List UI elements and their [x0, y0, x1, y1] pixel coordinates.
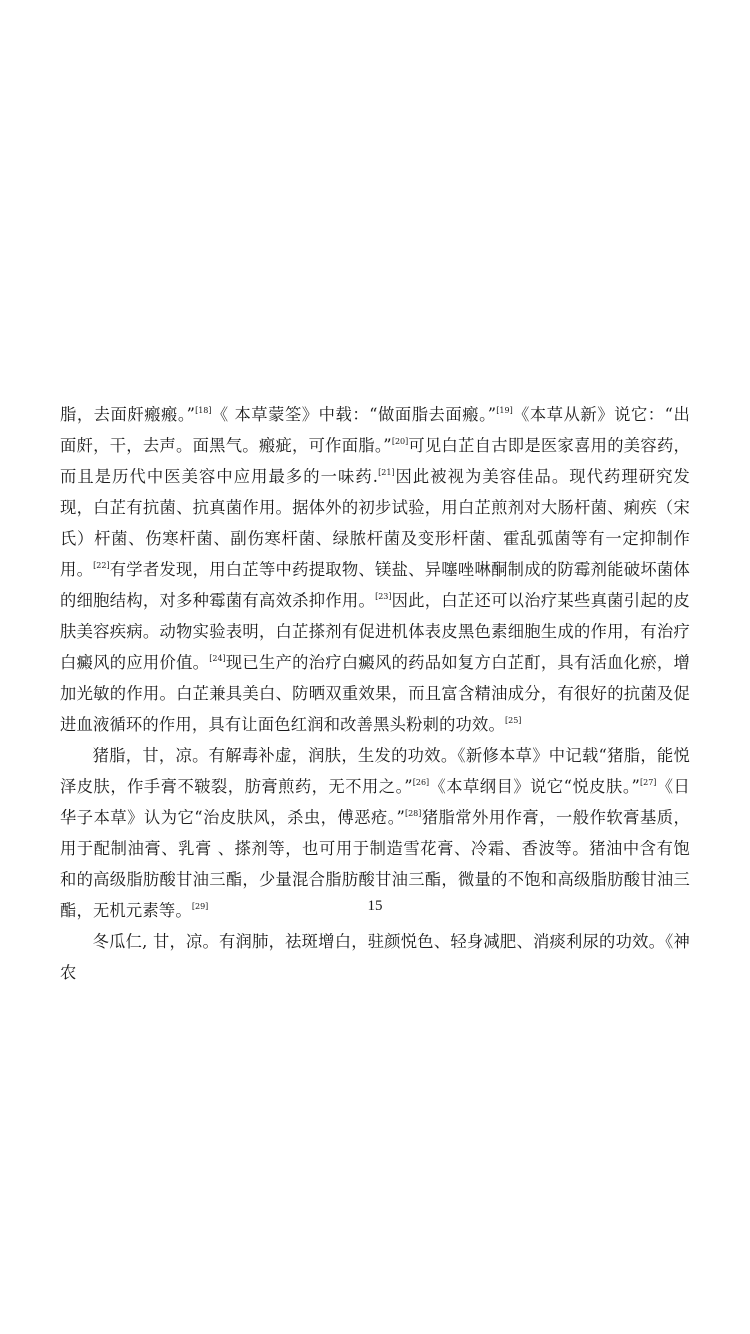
paragraph-text: 因此被视为美容佳品。现代药理研究发现，白芷有抗菌、抗真菌作用。据体外的初步试验，用白芷煎剂对大肠杆菌、痢疾（宋氏）杆菌、伤寒杆菌、副伤寒杆菌、绿脓杆菌及变形杆菌、霍乱弧菌等有一定抑制作用。 [60, 467, 691, 579]
paragraph-text: 脂，去面皯瘢瘢。” [60, 405, 196, 424]
paragraph-text: 《本草从新》说它：“出面皯，干，去声。面黑气。瘢疵，可作面脂。” [60, 405, 690, 455]
citation-marker: [23] [375, 592, 392, 601]
paragraph-text: 有学者发现，用白芷等中药提取物、镁盐、异噻唑啉酮制成的防霉剂能破坏菌体的细胞结构，对多种霉菌有高效杀抑作用。 [60, 560, 690, 610]
paragraph-text: 猪脂常外用作膏，一般作软膏基质，用于配制油膏、乳膏 、搽剂等，也可用于制造雪花膏、冷霜、香波等。猪油中含有饱和的高级脂肪酸甘油三酯，少量混合脂肪酸甘油三酯，微量的不饱和高级脂肪酸甘油三酯，无机元素等。 [60, 808, 690, 920]
paragraph-text: 《 本草蒙筌》中载：“做面脂去面瘢。” [211, 405, 497, 424]
paragraph-text: 猪脂，甘，凉。有解毒补虚，润肤，生发的功效。《新修本草》中记载“猪脂，能悦泽皮肤，作手膏不皲裂，肪膏煎药，无不用之。” [60, 746, 690, 796]
citation-marker: [19] [496, 406, 513, 415]
citation-marker: [21] [378, 468, 395, 477]
citation-marker: [26] [412, 778, 430, 787]
citation-marker: [29] [191, 902, 209, 911]
citation-marker: [28] [404, 809, 422, 818]
citation-marker: [27] [640, 778, 657, 787]
citation-marker: [24] [209, 654, 226, 663]
paragraph-text: 《日华子本草》认为它“治皮肤风，杀虫，傅恶疮。” [60, 777, 690, 827]
citation-marker: [22] [93, 561, 110, 570]
citation-marker: [20] [391, 437, 409, 446]
paragraph-text: 因此，白芷还可以治疗某些真菌引起的皮肤美容疾病。动物实验表明，白芷搽剂有促进机体表皮黑色素细胞生成的作用，有治疗白癜风的应用价值。 [60, 591, 690, 672]
paragraph-baizhi [60, 399, 690, 740]
paragraph-text: 现已生产的治疗白癜风的药品如复方白芷酊，具有活血化瘀，增加光敏的作用。白芷兼具美白、防晒双重效果，而且富含精油成分，有很好的抗菌及促进血液循环的作用，具有让面色红润和改善黑头粉刺的功效。 [60, 653, 690, 734]
citation-marker: [25] [505, 716, 522, 725]
citation-marker: [18] [195, 406, 212, 415]
paragraph-dongguaren [60, 926, 690, 988]
paragraph-text: 可见白芷自古即是医家喜用的美容药，而且是历代中医美容中应用最多的一味药. [60, 436, 690, 486]
page-number: 15 [367, 898, 383, 914]
paragraph-text: 《本草纲目》说它“悦皮肤。” [429, 777, 640, 796]
paragraph-text: 冬瓜仁, 甘，凉。有润肺，祛斑增白，驻颜悦色、轻身减肥、消痰利尿的功效。《神农 [60, 932, 690, 982]
